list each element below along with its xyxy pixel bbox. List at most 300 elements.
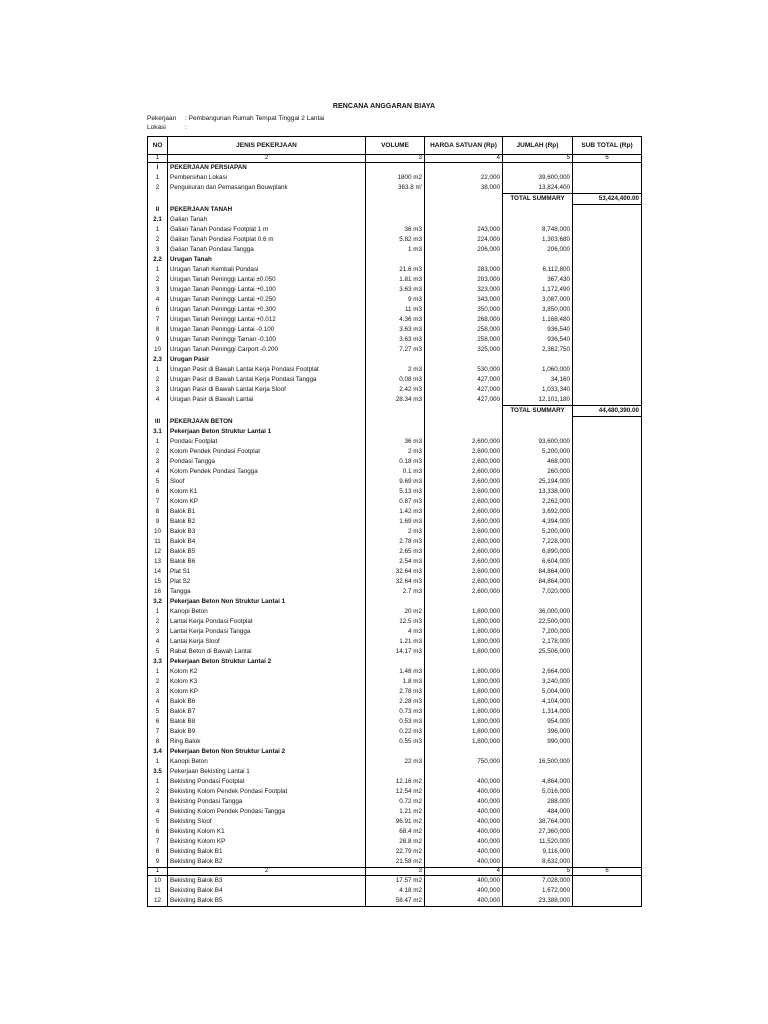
row-volume [366,597,425,607]
row-volume: 11 m3 [366,305,425,315]
subsection-row [148,215,642,225]
row-volume [366,406,425,417]
row-no: 6 [148,487,168,497]
row-volume: 0.1 m3 [366,467,425,477]
table-row [148,847,642,857]
row-price: 2,600,000 [425,517,503,527]
row-no: 2 [148,447,168,457]
row-amount: 13,338,000 [503,487,573,497]
row-no: 1 [148,365,168,375]
row-no: 2 [148,275,168,285]
row-subtotal [573,757,642,767]
row-volume [366,355,425,365]
row-subtotal [573,225,642,235]
row-name: Balok B7 [168,707,366,717]
row-no: 2 [148,375,168,385]
row-name: Ring Balok [168,737,366,747]
row-amount [503,205,573,216]
row-volume: 3.63 m3 [366,285,425,295]
column-number: 1 [148,155,168,163]
table-row [148,517,642,527]
row-price: 1,800,000 [425,707,503,717]
row-name: Galian Tanah [168,215,366,225]
row-name: Kolom K3 [168,677,366,687]
row-price: 400,000 [425,876,503,887]
row-amount [503,163,573,174]
table-row [148,667,642,677]
row-no: 3.2 [148,597,168,607]
row-no: 2 [148,617,168,627]
column-number-row [148,868,642,876]
row-no: 3 [148,245,168,255]
row-amount: 367,430 [503,275,573,285]
row-volume: 2.65 m3 [366,547,425,557]
row-price: 1,800,000 [425,687,503,697]
table-row [148,617,642,627]
row-volume: 12.5 m3 [366,617,425,627]
header-volume: VOLUME [366,137,425,155]
table-row [148,245,642,255]
column-number: 3 [366,868,425,876]
row-no: 12 [148,547,168,557]
table-row [148,607,642,617]
row-subtotal [573,847,642,857]
row-subtotal [573,315,642,325]
row-name: Balok B8 [168,717,366,727]
row-amount: 25,506,000 [503,647,573,657]
row-volume: 1.48 m3 [366,667,425,677]
row-price: 1,800,000 [425,677,503,687]
row-price: 2,600,000 [425,467,503,477]
column-number: 1 [148,868,168,876]
row-price: 400,000 [425,847,503,857]
row-volume: 4 m3 [366,627,425,637]
row-price [425,355,503,365]
row-subtotal [573,607,642,617]
row-name: Balok B6 [168,557,366,567]
row-subtotal [573,827,642,837]
row-subtotal [573,747,642,757]
row-price: 2,600,000 [425,477,503,487]
row-no: 5 [148,477,168,487]
row-no: 2.1 [148,215,168,225]
row-subtotal [573,657,642,667]
row-name: Kolom Pendek Pondasi Tangga [168,467,366,477]
row-price: 1,800,000 [425,637,503,647]
row-no: 6 [148,305,168,315]
row-name: Balok B4 [168,537,366,547]
row-amount [503,417,573,428]
table-row [148,896,642,907]
column-number: 6 [573,155,642,163]
row-name: Pondasi Tangga [168,457,366,467]
row-subtotal [573,807,642,817]
column-number: 4 [425,155,503,163]
row-subtotal [573,597,642,607]
row-price: 206,000 [425,245,503,255]
column-number: 4 [425,868,503,876]
row-volume: 0.72 m2 [366,797,425,807]
row-name: Urugan Tanah Peninggi Lantai +0.100 [168,285,366,295]
row-volume: 36 m3 [366,225,425,235]
row-volume: 2.28 m3 [366,697,425,707]
row-no: 4 [148,697,168,707]
row-no: 13 [148,557,168,567]
row-subtotal [573,467,642,477]
column-number: 3 [366,155,425,163]
table-row [148,375,642,385]
row-subtotal [573,667,642,677]
row-amount: 12,101,180 [503,395,573,406]
row-amount: 7,228,000 [503,537,573,547]
column-number: 2 [168,155,366,163]
row-subtotal [573,305,642,315]
total-summary-label: TOTAL SUMMARY [503,406,573,417]
row-price: 1,800,000 [425,617,503,627]
row-subtotal [573,335,642,345]
row-price: 1,800,000 [425,697,503,707]
row-amount: 6,112,800 [503,265,573,275]
row-amount: 4,864,000 [503,777,573,787]
row-subtotal [573,587,642,597]
row-volume: 0.87 m3 [366,497,425,507]
row-volume: 12.54 m2 [366,787,425,797]
row-name: Urugan Tanah Peninggi Lantai ±0.050 [168,275,366,285]
row-subtotal [573,697,642,707]
subsection-row [148,427,642,437]
row-no: 4 [148,395,168,406]
row-volume: 1 m3 [366,245,425,255]
table-row [148,557,642,567]
row-no: 1 [148,265,168,275]
row-no: 8 [148,325,168,335]
row-name: Urugan Tanah [168,255,366,265]
row-volume [366,205,425,216]
row-no: 9 [148,335,168,345]
row-no: 1 [148,607,168,617]
row-volume: 2 m3 [366,447,425,457]
row-no: 6 [148,827,168,837]
table-row [148,537,642,547]
row-no: 3.4 [148,747,168,757]
row-no: 7 [148,497,168,507]
row-subtotal [573,325,642,335]
row-volume: 0.18 m3 [366,457,425,467]
row-volume: 1.81 m3 [366,275,425,285]
row-subtotal [573,355,642,365]
row-subtotal [573,173,642,183]
row-name: Bekisting Kolom K1 [168,827,366,837]
table-body [148,163,642,907]
row-name: Urugan Pasir di Bawah Lantai Kerja Sloof [168,385,366,395]
row-price: 343,000 [425,295,503,305]
row-name: Balok B6 [168,697,366,707]
table-row [148,886,642,896]
row-volume [366,194,425,205]
row-volume: 363.8 m' [366,183,425,194]
row-amount [503,255,573,265]
row-subtotal [573,295,642,305]
row-no [148,194,168,205]
row-no: 11 [148,537,168,547]
lokasi-label: Lokasi [147,124,166,131]
table-row [148,285,642,295]
row-price: 283,000 [425,265,503,275]
table-row [148,385,642,395]
table-row [148,547,642,557]
row-price: 224,000 [425,235,503,245]
table-row [148,777,642,787]
table-row [148,787,642,797]
row-name: Pekerjaan Beton Struktur Lantai 2 [168,657,366,667]
row-no: 3 [148,285,168,295]
row-name: Urugan Tanah Peninggi Taman -0.100 [168,335,366,345]
row-subtotal [573,557,642,567]
row-amount: 39,600,000 [503,173,573,183]
row-amount: 4,104,000 [503,697,573,707]
row-name: Bekisting Kolom Pendek Pondasi Footplat [168,787,366,797]
row-amount: 7,028,000 [503,876,573,887]
row-volume: 58.47 m2 [366,896,425,907]
row-price: 2,600,000 [425,577,503,587]
row-name: Bekisting Balok B4 [168,886,366,896]
row-amount: 990,000 [503,737,573,747]
row-amount: 7,200,000 [503,627,573,637]
row-name: Kanopi Beton [168,757,366,767]
row-volume: 5.82 m3 [366,235,425,245]
row-name: PEKERJAAN TANAH [168,205,366,216]
row-volume: 0.73 m3 [366,707,425,717]
row-name: Balok B3 [168,527,366,537]
row-no: 1 [148,777,168,787]
meta-pekerjaan [147,115,324,122]
row-volume [366,427,425,437]
subsection-row [148,355,642,365]
row-no: 2.2 [148,255,168,265]
row-price: 400,000 [425,857,503,868]
row-amount: 13,824,400 [503,183,573,194]
table-row [148,365,642,375]
row-subtotal [573,457,642,467]
subsection-row [148,597,642,607]
row-subtotal [573,477,642,487]
row-price: 400,000 [425,817,503,827]
row-no: 15 [148,577,168,587]
row-volume: 17.57 m2 [366,876,425,887]
row-price: 1,800,000 [425,607,503,617]
row-price [425,194,503,205]
row-amount: 1,033,340 [503,385,573,395]
row-volume [366,215,425,225]
row-no: 3 [148,627,168,637]
row-name: Pekerjaan Beton Non Struktur Lantai 2 [168,747,366,757]
row-no: 7 [148,727,168,737]
row-subtotal [573,637,642,647]
row-price: 2,600,000 [425,437,503,447]
row-price: 400,000 [425,787,503,797]
row-volume: 1.8 m3 [366,677,425,687]
table-row [148,487,642,497]
row-price: 2,600,000 [425,527,503,537]
table-row [148,395,642,406]
row-no [148,406,168,417]
table-row [148,647,642,657]
row-name: Balok B5 [168,547,366,557]
row-amount: 396,000 [503,727,573,737]
row-volume: 2.78 m3 [366,687,425,697]
row-volume: 7.27 m3 [366,345,425,355]
row-subtotal [573,876,642,887]
row-volume: 14.17 m3 [366,647,425,657]
row-amount [503,657,573,667]
row-amount: 7,020,000 [503,587,573,597]
row-amount: 1,060,000 [503,365,573,375]
row-price: 258,000 [425,335,503,345]
row-volume: 0.55 m3 [366,737,425,747]
total-summary-row [148,194,642,205]
row-amount: 1,314,000 [503,707,573,717]
row-no: 2.3 [148,355,168,365]
table-row [148,447,642,457]
row-price [425,163,503,174]
header-row [148,137,642,155]
row-amount: 936,540 [503,325,573,335]
row-amount: 3,850,000 [503,305,573,315]
row-price: 400,000 [425,837,503,847]
row-volume: 4.18 m2 [366,886,425,896]
row-price: 2,600,000 [425,457,503,467]
row-amount: 1,168,480 [503,315,573,325]
table-row [148,497,642,507]
row-no: 1 [148,667,168,677]
row-no: 16 [148,587,168,597]
row-name: Rabat Beton di Bawah Lantai [168,647,366,657]
row-price: 323,000 [425,285,503,295]
row-volume: 2.78 m3 [366,537,425,547]
row-no: 3 [148,797,168,807]
header-no: NO [148,137,168,155]
row-no: 2 [148,183,168,194]
row-name: Bekisting Balok B3 [168,876,366,887]
row-amount: 9,116,000 [503,847,573,857]
row-subtotal [573,375,642,385]
row-volume: 68.4 m2 [366,827,425,837]
row-subtotal [573,617,642,627]
table-row [148,707,642,717]
row-no: 3.1 [148,427,168,437]
row-subtotal [573,437,642,447]
row-volume: 22 m3 [366,757,425,767]
row-no: II [148,205,168,216]
row-amount: 484,000 [503,807,573,817]
table-row [148,507,642,517]
row-subtotal [573,837,642,847]
subsection-row [148,767,642,777]
column-number: 2 [168,868,366,876]
row-no: 4 [148,637,168,647]
row-subtotal [573,647,642,657]
row-no: I [148,163,168,174]
row-no: 3.3 [148,657,168,667]
column-number: 6 [573,868,642,876]
row-amount: 936,540 [503,335,573,345]
row-no: III [148,417,168,428]
row-no: 3 [148,457,168,467]
row-no: 1 [148,757,168,767]
table-row [148,295,642,305]
row-name: Plat S2 [168,577,366,587]
row-no: 4 [148,295,168,305]
row-name: Bekisting Balok B1 [168,847,366,857]
table-row [148,437,642,447]
row-subtotal [573,517,642,527]
row-price: 2,600,000 [425,567,503,577]
row-price: 2,600,000 [425,497,503,507]
row-subtotal [573,737,642,747]
row-no: 4 [148,807,168,817]
row-subtotal [573,677,642,687]
lokasi-value: : [185,124,187,131]
row-name: Lantai Kerja Pondasi Footplat [168,617,366,627]
row-amount: 5,200,000 [503,447,573,457]
header-jenis-pekerjaan: JENIS PEKERJAAN [168,137,366,155]
table-row [148,315,642,325]
row-price: 203,000 [425,275,503,285]
row-price: 2,600,000 [425,537,503,547]
row-volume: 20 m2 [366,607,425,617]
row-no: 10 [148,345,168,355]
row-name: Plat S1 [168,567,366,577]
row-name: Sloof [168,477,366,487]
row-subtotal [573,183,642,194]
row-price: 400,000 [425,807,503,817]
row-subtotal [573,767,642,777]
row-volume: 96.91 m2 [366,817,425,827]
row-price: 2,600,000 [425,487,503,497]
row-subtotal [573,395,642,406]
table-row [148,837,642,847]
row-name: Galian Tanah Pondasi Footplat 0.6 m [168,235,366,245]
row-no: 11 [148,886,168,896]
row-subtotal [573,896,642,907]
row-price [425,417,503,428]
row-amount: 206,000 [503,245,573,255]
row-price: 1,800,000 [425,627,503,637]
row-subtotal [573,707,642,717]
row-price: 2,600,000 [425,587,503,597]
row-amount: 954,000 [503,717,573,727]
table-row [148,797,642,807]
row-no: 9 [148,857,168,868]
row-no: 8 [148,847,168,857]
table-row [148,757,642,767]
row-amount: 5,004,000 [503,687,573,697]
row-name: Bekisting Kolom KP [168,837,366,847]
row-amount: 5,200,000 [503,527,573,537]
row-subtotal [573,215,642,225]
row-name: Pekerjaan Bekisting Lantai 1 [168,767,366,777]
table-row [148,627,642,637]
pekerjaan-value: : Pembangunan Rumah Tempat Tinggal 2 Lantai [185,115,325,122]
row-name: PEKERJAAN PERSIAPAN [168,163,366,174]
sub-total-value: 44,480,390.00 [573,406,642,417]
row-amount [503,427,573,437]
meta-lokasi [147,124,187,131]
row-amount: 1,172,490 [503,285,573,295]
row-name: Kolom KP [168,687,366,697]
row-subtotal [573,886,642,896]
table-row [148,687,642,697]
